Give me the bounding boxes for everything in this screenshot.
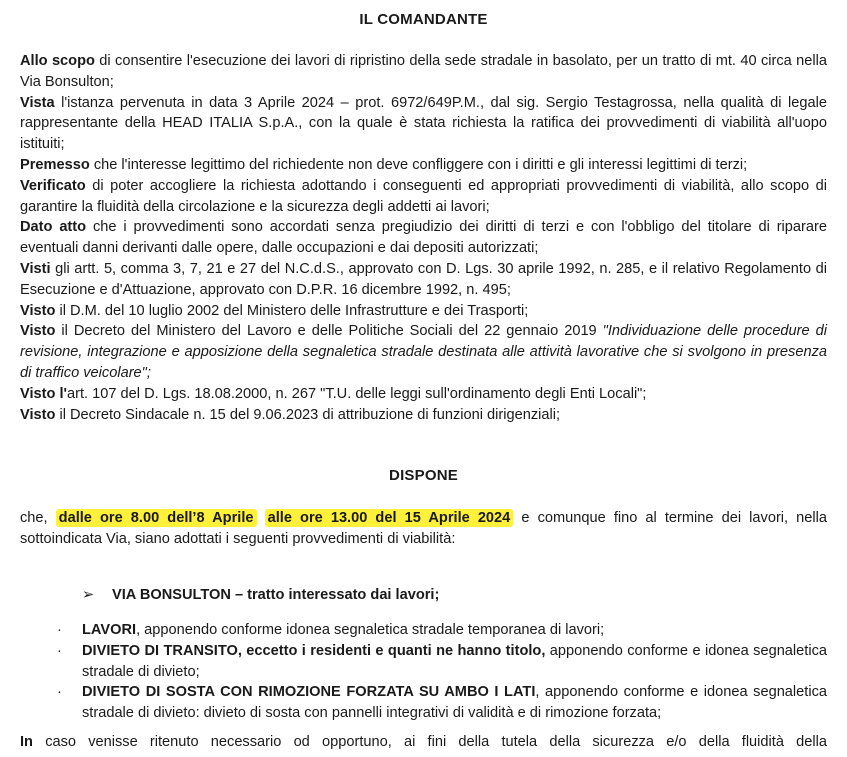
item-bold: DIVIETO DI SOSTA CON RIMOZIONE FORZATA SU AMBO I LATI [82,684,536,701]
preamble-paragraph [20,405,827,426]
dispone-intro [20,508,827,550]
preamble-paragraph [20,93,827,155]
item-text: apponendo conforme e idonea segnaletica stradale di divieto; [82,642,827,680]
measures-list [20,620,827,724]
arrow-bullet-icon: ➢ [82,587,95,603]
item-text: , apponendo conforme idonea segnaletica stradale temporanea di lavori; [136,622,605,638]
paragraph-text: caso venisse ritenuto necessario od opportuno, ai fini della tutela della sicurezza e/o della fluidità della [32,734,827,750]
item-bold: DIVIETO DI TRANSITO, eccetto i residenti e quanti ne hanno titolo, [82,642,546,659]
paragraph-text: il Decreto Sindacale n. 15 del 9.06.2023 di attribuzione di funzioni dirigenziali; [55,406,561,423]
paragraph-lead: Verificato [20,177,86,194]
highlight-start-date: dalle ore 8.00 dell’8 Aprile [56,509,257,527]
paragraph-lead: Visto [20,323,56,340]
paragraph-text: l'istanza pervenuta in data 3 Aprile 2024 – prot. 6972/649P.M., dal sig. Sergio Testagrossa, nella qualità di legale rappresentante della HEAD ITALIA S.p.A., con la quale è stata richiesta la ratifica dei provvedimenti di viabilità all'uopo istituiti; [20,94,827,153]
preamble-paragraph [20,301,827,322]
item-text: , apponendo conforme e idonea segnaletica stradale di divieto: divieto di sosta con pannelli integrativi di validità e di rimozione forzata; [82,684,827,722]
paragraph-lead: Dato atto [20,219,87,236]
paragraph-text: di poter accogliere la richiesta adottando i conseguenti ed appropriati provvedimenti di viabilità, allo scopo di garantire la fluidità della circolazione e la sicurezza degli addetti ai lavori; [20,177,827,215]
paragraph-text: che i provvedimenti sono accordati senza pregiudizio dei diritti di terzi e con l'obbligo del titolare di riparare eventuali danni derivanti dalle opere, dalle occupazioni e dai depositi autorizzati; [20,219,827,257]
paragraph-lead: Visto [20,302,56,319]
paragraph-text: di consentire l'esecuzione dei lavori di ripristino della sede stradale in basolato, per un tratto di mt. 40 circa nella Via Bonsulton; [20,53,827,90]
street-label: VIA BONSULTON – tratto interessato dai lavori; [112,587,440,603]
preamble-paragraph [20,176,827,218]
paragraph-italic: "Individuazione delle procedure di revisione, integrazione e apposizione della segnaletica stradale destinata alle attività lavorative che si svolgono in presenza di traffico veicolare"; [20,323,827,381]
bullet-marker: · [57,642,62,659]
preamble-paragraph [20,217,827,259]
paragraph-lead: Premesso [20,156,90,173]
paragraph-text: il Decreto del Ministero del Lavoro e delle Politiche Sociali del 22 gennaio 2019 [55,323,603,340]
preamble-paragraph [20,259,827,301]
list-item [20,682,827,724]
paragraph-lead: Allo scopo [20,53,95,69]
intro-start: che, [20,510,56,526]
item-bold: LAVORI [82,622,137,638]
closing-paragraph [20,732,827,753]
highlight-end-date: alle ore 13.00 del 15 Aprile 2024 [265,509,514,527]
preamble-paragraph [20,51,827,93]
paragraph-text: che l'interesse legittimo del richiedente non deve confliggere con i diritti e gli interessi legittimi di terzi; [89,156,748,173]
paragraph-text: art. 107 del D. Lgs. 18.08.2000, n. 267 "T.U. delle leggi sull'ordinamento degli Enti Locali"; [67,385,647,402]
paragraph-text: gli artt. 5, comma 3, 7, 21 e 27 del N.C.d.S., approvato con D. Lgs. 30 aprile 1992, n. 285, e il relativo Regolamento di Esecuzione e d'Attuazione, approvato con D.P.R. 16 dicembre 1992, n. 495; [20,260,827,298]
preamble-paragraph [20,321,827,383]
paragraph-lead: In [20,734,33,750]
paragraph-lead: Vista [20,94,55,111]
preamble-paragraph [20,384,827,405]
bullet-marker: · [57,684,62,701]
paragraph-lead: Visti [20,260,51,277]
bullet-marker: · [57,622,62,638]
page-title: IL COMANDANTE [359,11,488,28]
dispone-paragraph [20,508,827,550]
paragraph-lead: Visto [20,406,56,423]
list-item [20,620,827,641]
paragraph-text: il D.M. del 10 luglio 2002 del Ministero delle Infrastrutture e dei Trasporti; [55,302,529,319]
street-heading [82,586,439,603]
preamble [20,51,827,425]
dispone-heading: DISPONE [389,467,458,484]
preamble-paragraph [20,155,827,176]
intro-end: e comunque fino al termine dei lavori, nella sottoindicata Via, siano adottati i seguenti provvedimenti di viabilità: [20,510,828,547]
list-item [20,641,827,683]
paragraph-lead: Visto l' [20,385,67,402]
